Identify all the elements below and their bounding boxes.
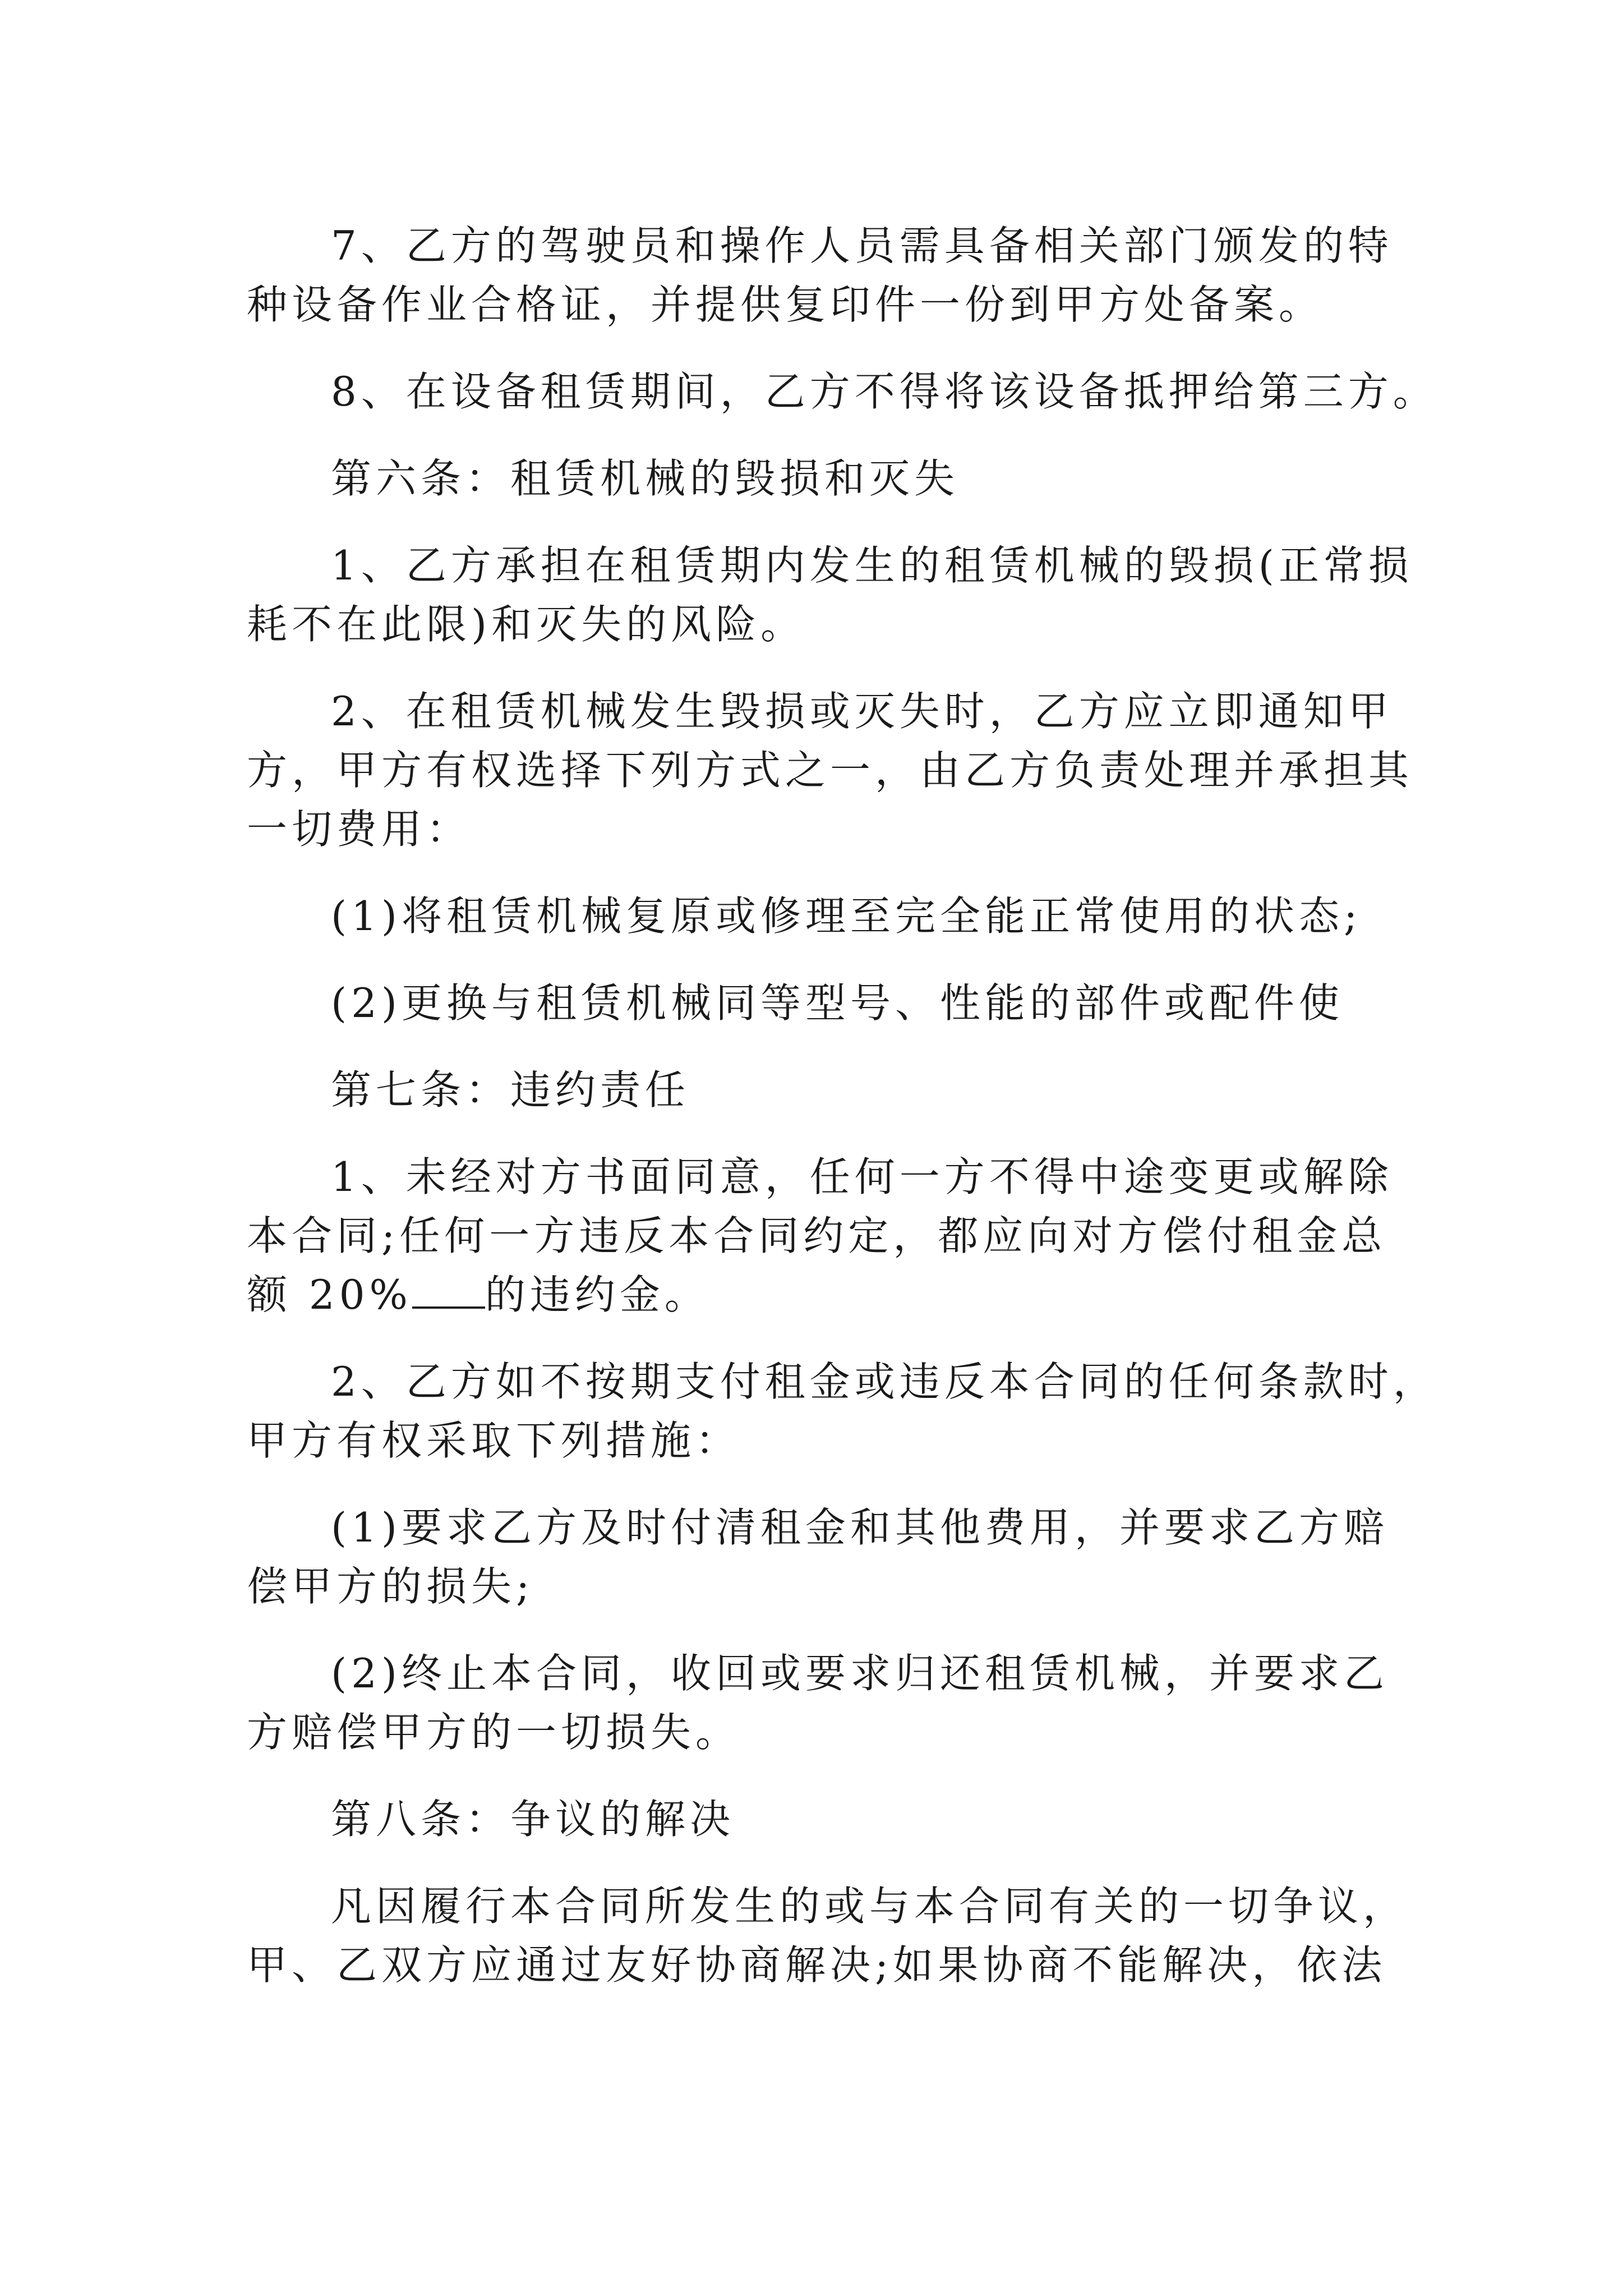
text-line: 一切费用： (247, 806, 472, 853)
text-segment: 额 20% (247, 1271, 412, 1318)
text-line: 1、未经对方书面同意，任何一方不得中途变更或解除 (331, 1153, 1393, 1200)
text-line: 甲、乙双方应通过友好协商解决;如果协商不能解决，依法 (247, 1941, 1387, 1989)
section-heading: 第六条：租赁机械的毁损和灭失 (331, 455, 960, 502)
text-line: 偿甲方的损失; (247, 1563, 534, 1610)
text-line: 方，甲方有权选择下列方式之一，由乙方负责处理并承担其 (247, 747, 1414, 794)
text-line: 1、乙方承担在租赁期内发生的租赁机械的毁损(正常损 (331, 542, 1413, 589)
text-line: 种设备作业合格证，并提供复印件一份到甲方处备案。 (247, 281, 1324, 328)
contract-body (247, 217, 1438, 1995)
text-line: 7、乙方的驾驶员和操作人员需具备相关部门颁发的特 (331, 222, 1393, 269)
text-line: 凡因履行本合同所发生的或与本合同有关的一切争议， (331, 1883, 1408, 1930)
text-line: 本合同;任何一方违反本合同约定，都应向对方偿付租金总 (247, 1212, 1387, 1259)
text-line: 甲方有权采取下列措施： (247, 1417, 741, 1464)
text-line: (1)将租赁机械复原或修理至完全能正常使用的状态; (331, 892, 1362, 940)
text-line: 方赔偿甲方的一切损失。 (247, 1709, 741, 1756)
text-line: 2、在租赁机械发生毁损或灭失时，乙方应立即通知甲 (331, 688, 1393, 735)
text-line: (2)终止本合同，收回或要求归还租赁机械，并要求乙 (331, 1650, 1389, 1697)
text-line: 2、乙方如不按期支付租金或违反本合同的任何条款时， (331, 1358, 1438, 1405)
text-line: (2)更换与租赁机械同等型号、性能的部件或配件使 (331, 979, 1344, 1027)
section-heading: 第八条：争议的解决 (331, 1796, 735, 1843)
text-line: 耗不在此限)和灭失的风险。 (247, 601, 806, 648)
text-line-with-blank (247, 1266, 1385, 1324)
text-line: 8、在设备租赁期间，乙方不得将该设备抵押给第三方。 (331, 368, 1438, 415)
text-segment: 的违约金。 (485, 1271, 709, 1318)
section-heading: 第七条：违约责任 (331, 1066, 690, 1114)
text-line: (1)要求乙方及时付清租金和其他费用，并要求乙方赔 (331, 1504, 1389, 1551)
fill-in-blank (412, 1267, 485, 1309)
